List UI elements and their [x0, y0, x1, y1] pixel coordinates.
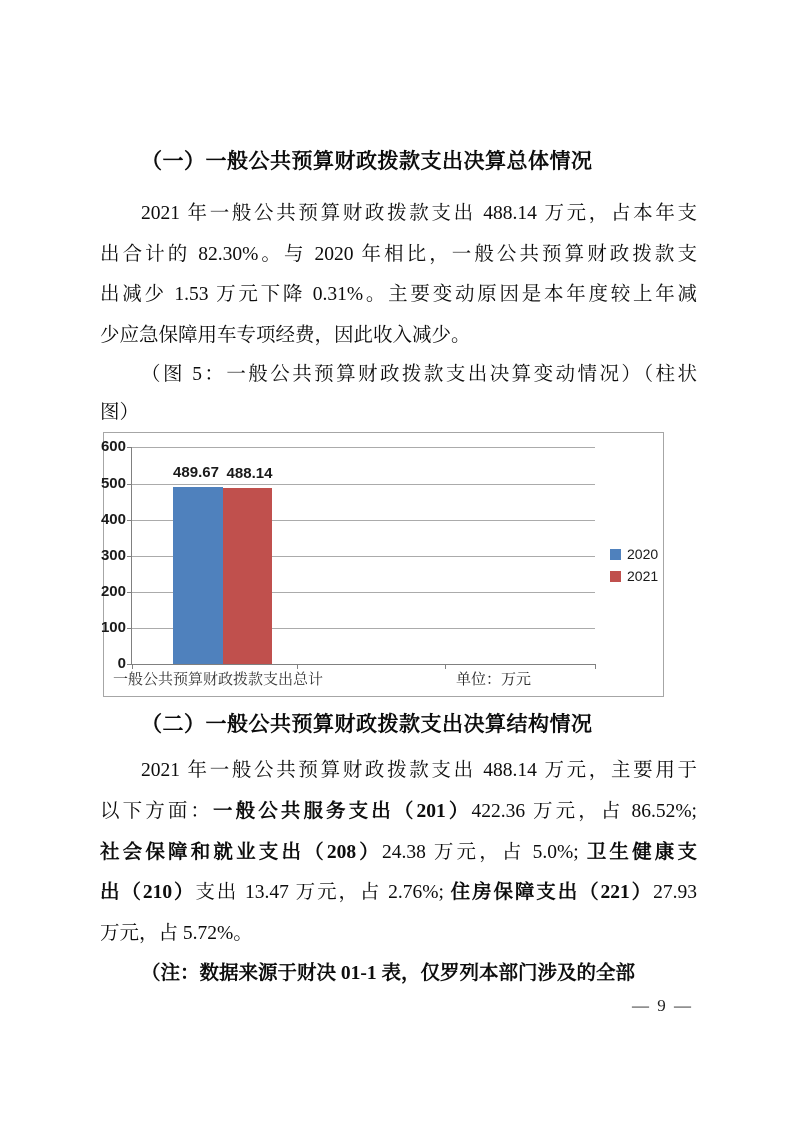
- section-heading-2: （二）一般公共预算财政拨款支出决算结构情况: [141, 712, 593, 737]
- paragraph-1-line-3: 出减少 1.53 万元下降 0.31%。主要变动原因是本年度较上年减: [100, 284, 697, 306]
- page-number: — 9 —: [632, 996, 693, 1015]
- y-axis-tick-label: 100: [100, 619, 126, 637]
- y-axis-tick-mark: [127, 484, 132, 485]
- y-axis-tick-label: 500: [100, 474, 126, 492]
- chart-gridline: [132, 484, 595, 485]
- paragraph-2-line-5: 万元，占 5.72%。: [100, 922, 253, 944]
- figure-caption-line-2: 图）: [100, 402, 140, 424]
- y-axis-tick-label: 0: [117, 655, 126, 673]
- paragraph-1-line-2: 出合计的 82.30%。与 2020 年相比，一般公共预算财政拨款支: [100, 243, 697, 265]
- paragraph-2-line-3: [100, 833, 697, 874]
- p2l4-normal: 支出 13.47 万元，占 2.76%;: [195, 882, 451, 904]
- chart-legend: [610, 543, 658, 587]
- paragraph-2-line-4: [100, 873, 697, 914]
- y-axis-tick-mark: [127, 447, 132, 448]
- figure-caption-line-1: （图 5：一般公共预算财政拨款支出决算变动情况）（柱状: [141, 364, 697, 386]
- legend-label-2020: 2020: [627, 546, 659, 563]
- p2l2-normal: 以下方面：: [100, 800, 214, 822]
- bar-chart: [100, 432, 664, 697]
- x-axis-tick-mark: [445, 664, 446, 669]
- p2l4-normal-2: 27.93: [653, 882, 697, 904]
- legend-entry-2020: [610, 543, 658, 565]
- y-axis-tick-mark: [127, 592, 132, 593]
- paragraph-2-line-1: 2021 年一般公共预算财政拨款支出 488.14 万元，主要用于: [141, 760, 697, 782]
- paragraph-1-line-4: 少应急保障用车专项经费，因此收入减少。: [100, 324, 471, 346]
- p2l3-bold: 社会保障和就业支出（208）: [100, 841, 382, 863]
- y-axis-tick-label: 200: [100, 583, 126, 601]
- paragraph-2: [100, 751, 697, 954]
- legend-swatch-2020: [610, 549, 621, 560]
- legend-label-2021: 2021: [627, 568, 659, 585]
- y-axis-tick-label: 600: [100, 438, 126, 456]
- y-axis-tick-mark: [127, 628, 132, 629]
- bar-value-label-2020: 489.67: [173, 464, 219, 482]
- p2l2-bold: 一般公共服务支出（201）: [213, 800, 472, 822]
- p2l3-bold-2: 卫生健康支: [586, 841, 697, 863]
- document-content: [100, 0, 697, 994]
- p2l2-normal-2: 422.36 万元，占 86.52%;: [471, 800, 697, 822]
- bar-value-label-2021: 488.14: [226, 464, 273, 482]
- x-axis-category-label: 一般公共预算财政拨款支出总计: [113, 671, 324, 689]
- y-axis-tick-label: 300: [100, 546, 126, 564]
- chart-gridline: [132, 447, 595, 448]
- paragraph-1: [100, 194, 697, 356]
- bar-2020: [173, 487, 223, 664]
- paragraph-1-line-1: 2021 年一般公共预算财政拨款支出 488.14 万元，占本年支: [141, 203, 697, 224]
- legend-entry-2021: [610, 565, 658, 587]
- chart-unit-label: 单位：万元: [456, 671, 532, 689]
- paragraph-2-line-2: [100, 792, 697, 833]
- chart-plot-area: [100, 438, 595, 673]
- legend-swatch-2021: [610, 571, 621, 582]
- p2l3-normal: 24.38 万元，占 5.0%;: [381, 841, 587, 863]
- bar-2021: [223, 488, 272, 665]
- p2l4-bold-2: 住房保障支出（221）: [450, 882, 654, 904]
- figure-caption: [100, 356, 697, 432]
- x-axis-tick-mark: [595, 664, 596, 669]
- section-heading-1: （一）一般公共预算财政拨款支出决算总体情况: [141, 149, 593, 173]
- y-axis-tick-label: 400: [100, 510, 126, 528]
- note-line: （注：数据来源于财决 01-1 表，仅罗列本部门涉及的全部: [141, 963, 635, 985]
- y-axis-tick-mark: [127, 520, 132, 521]
- y-axis-tick-mark: [127, 556, 132, 557]
- p2l4-bold: 出（210）: [100, 882, 196, 904]
